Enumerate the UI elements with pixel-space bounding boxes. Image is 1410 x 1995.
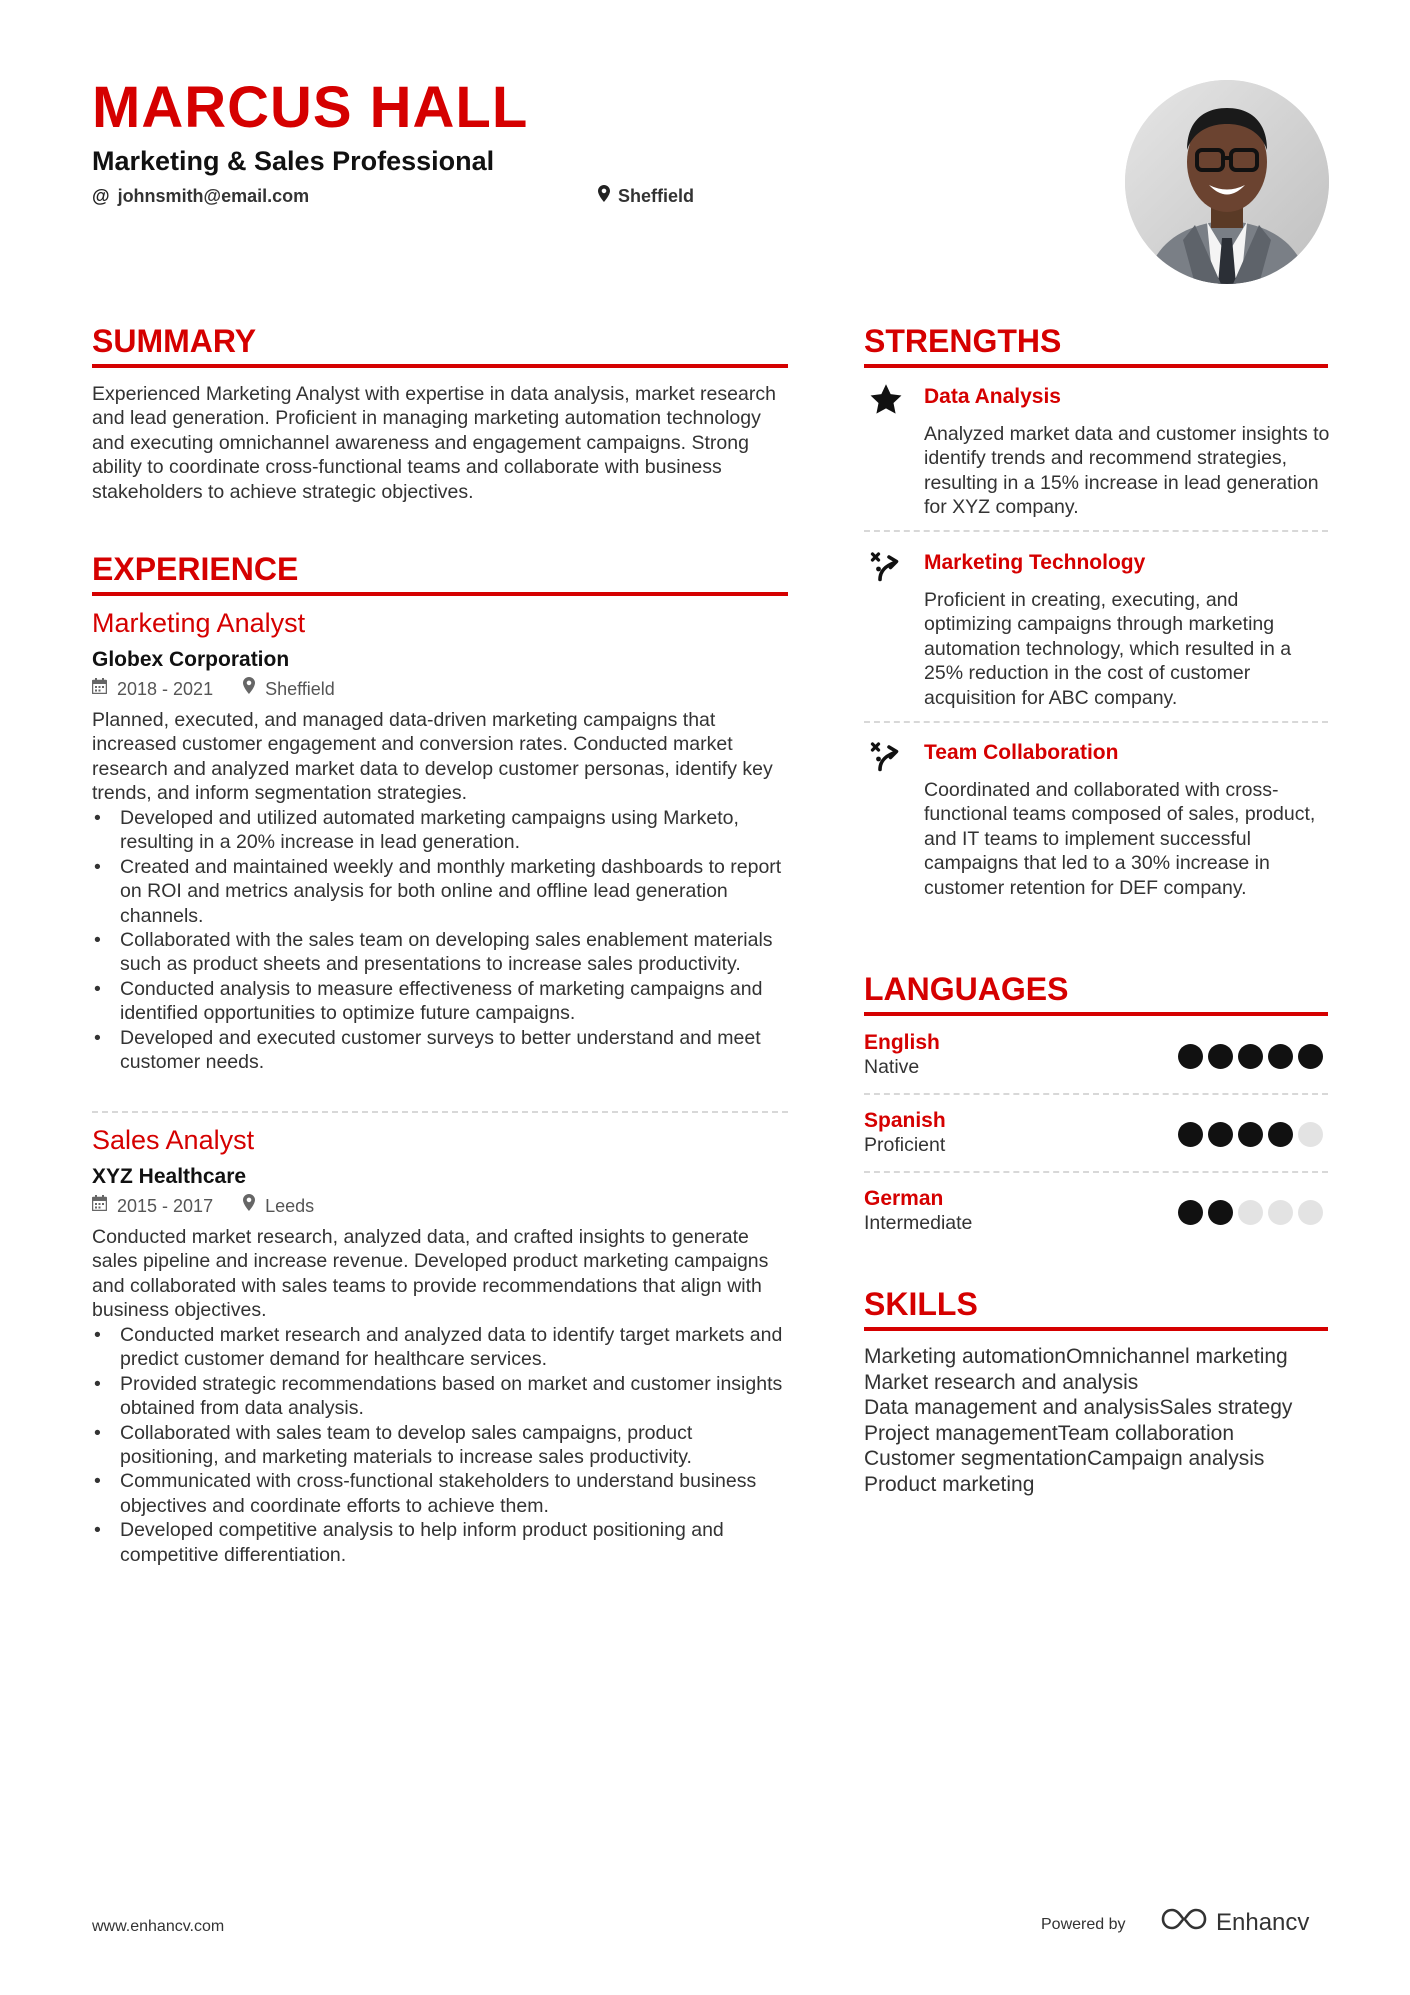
profile-photo: [1125, 80, 1329, 284]
rating-dot-filled: [1268, 1122, 1293, 1147]
job-meta: [92, 1194, 788, 1218]
language-level: Native: [864, 1056, 920, 1078]
rating-dot-filled: [1178, 1200, 1203, 1225]
job-dates: 2015 - 2017: [117, 1196, 214, 1216]
job-description: Planned, executed, and managed data-driven marketing campaigns that increased customer engagement and conversion rates. Conducted market research and analyzed market data to develop customer personas, identify key trends, and inform segmentation strategies.: [92, 709, 773, 805]
rating-dot-filled: [1298, 1044, 1323, 1069]
at-icon: @: [92, 186, 110, 206]
divider: [864, 721, 1328, 723]
job-title: Marketing Analyst: [92, 608, 306, 638]
job-description: Conducted market research, analyzed data, and crafted insights to generate sales pipeline and increase revenue. Developed product marketing campaigns and collaborated with sales teams to provide recommendations that align with business objectives.: [92, 1226, 769, 1322]
divider: [864, 1093, 1328, 1095]
list-item: • Developed and executed customer surveys to better understand and meet customer needs.: [92, 1026, 788, 1075]
rating-dot-empty: [1268, 1200, 1293, 1225]
language-rating: [1178, 1200, 1323, 1225]
list-item: • Collaborated with the sales team on developing sales enablement materials such as product sheets and presentations to increase sales productivity.: [92, 928, 788, 977]
experience-heading: EXPERIENCE: [92, 550, 788, 596]
list-item: • Developed and utilized automated marketing campaigns using Marketo, resulting in a 20% increase in lead generation.: [92, 806, 788, 855]
summary-text: Experienced Marketing Analyst with expertise in data analysis, market research and lead generation. Proficient in managing marketing automation technology and executing omnichannel awareness and engagement campaigns. Strong ability to coordinate cross-functional teams and collaborate with business stakeholders to achieve strategic objectives.: [92, 383, 776, 503]
job-location: Leeds: [265, 1196, 315, 1216]
rating-dot-filled: [1208, 1122, 1233, 1147]
calendar-icon: [92, 1194, 107, 1218]
rating-dot-filled: [1208, 1200, 1233, 1225]
rating-dot-empty: [1298, 1200, 1323, 1225]
skill-line: Market research and analysis: [864, 1370, 1139, 1394]
job-dates: 2018 - 2021: [117, 679, 214, 699]
list-item: • Communicated with cross-functional stakeholders to understand business objectives and coordinate efforts to achieve them.: [92, 1469, 788, 1518]
footer-url[interactable]: www.enhancv.com: [92, 1918, 225, 1935]
strength-title: Marketing Technology: [924, 551, 1146, 574]
job-title: Sales Analyst: [92, 1125, 255, 1155]
list-item: • Collaborated with sales team to develop sales campaigns, product positioning, and marketing materials to increase sales productivity.: [92, 1421, 788, 1470]
company-name: Globex Corporation: [92, 648, 290, 671]
map-pin-icon: [243, 677, 255, 701]
rating-dot-empty: [1238, 1200, 1263, 1225]
candidate-name: MARCUS HALL: [92, 75, 529, 140]
skills-heading: SKILLS: [864, 1285, 1328, 1331]
skill-line: Project managementTeam collaboration: [864, 1421, 1235, 1445]
summary-heading: SUMMARY: [92, 322, 788, 368]
rating-dot-filled: [1268, 1044, 1293, 1069]
strength-title: Team Collaboration: [924, 741, 1119, 764]
language-level: Proficient: [864, 1134, 946, 1156]
skills-list: [864, 1344, 1334, 1497]
email-text: johnsmith@email.com: [117, 186, 310, 206]
star-icon: [866, 380, 906, 420]
job-bullets: [92, 806, 788, 1074]
calendar-icon: [92, 677, 107, 701]
strength-text: Analyzed market data and customer insights to identify trends and recommend strategies, resulting in a 15% increase in lead generation for XYZ company.: [924, 423, 1330, 519]
rating-dot-filled: [1238, 1044, 1263, 1069]
map-pin-icon: [243, 1194, 255, 1218]
language-name: English: [864, 1031, 940, 1054]
language-rating: [1178, 1122, 1323, 1147]
list-item: • Provided strategic recommendations based on market and customer insights obtained from data analysis.: [92, 1372, 788, 1421]
strengths-heading: STRENGTHS: [864, 322, 1328, 368]
map-pin-icon: [598, 184, 610, 208]
strength-text: Proficient in creating, executing, and optimizing campaigns through marketing automation technology, which resulted in a 25% reduction in the cost of customer acquisition for ABC company.: [924, 589, 1292, 709]
rating-dot-filled: [1238, 1122, 1263, 1147]
strength-title: Data Analysis: [924, 385, 1061, 408]
skill-line: Customer segmentationCampaign analysis: [864, 1447, 1265, 1470]
languages-heading: LANGUAGES: [864, 970, 1328, 1016]
contact-location: [598, 184, 694, 208]
job-bullets: [92, 1323, 788, 1567]
brand-name: Enhancv: [1216, 1908, 1310, 1936]
skill-line: Product marketing: [864, 1472, 1035, 1496]
strategy-icon: [866, 546, 906, 586]
infinity-logo-icon: [1160, 1906, 1208, 1939]
divider: [864, 530, 1328, 532]
rating-dot-filled: [1178, 1122, 1203, 1147]
language-rating: [1178, 1044, 1323, 1069]
brand-logo[interactable]: [1160, 1906, 1309, 1939]
list-item: • Conducted market research and analyzed data to identify target markets and predict customer demand for healthcare services.: [92, 1323, 788, 1372]
strength-text: Coordinated and collaborated with cross-functional teams composed of sales, product, and IT teams to implement successful campaigns that led to a 30% increase in customer retention for DEF company.: [924, 779, 1316, 899]
language-name: German: [864, 1187, 944, 1210]
candidate-title: Marketing & Sales Professional: [92, 146, 495, 176]
list-item: • Developed competitive analysis to help inform product positioning and competitive differentiation.: [92, 1518, 788, 1567]
rating-dot-empty: [1298, 1122, 1323, 1147]
strategy-icon: [866, 736, 906, 776]
list-item: • Conducted analysis to measure effectiveness of marketing campaigns and identified opportunities to optimize future campaigns.: [92, 977, 788, 1026]
language-name: Spanish: [864, 1109, 946, 1132]
list-item: • Created and maintained weekly and monthly marketing dashboards to report on ROI and metrics analysis for both online and offline lead generation channels.: [92, 855, 788, 928]
job-location: Sheffield: [265, 679, 335, 699]
skill-line: Marketing automationOmnichannel marketing: [864, 1345, 1288, 1368]
divider: [864, 1171, 1328, 1173]
location-text: Sheffield: [618, 186, 695, 206]
divider: [92, 1111, 788, 1113]
company-name: XYZ Healthcare: [92, 1165, 247, 1188]
language-level: Intermediate: [864, 1212, 973, 1234]
rating-dot-filled: [1178, 1044, 1203, 1069]
skill-line: Data management and analysisSales strategy: [864, 1396, 1293, 1419]
rating-dot-filled: [1208, 1044, 1233, 1069]
powered-by-label: Powered by: [1041, 1916, 1126, 1933]
contact-email[interactable]: [92, 184, 309, 208]
job-meta: [92, 677, 788, 701]
